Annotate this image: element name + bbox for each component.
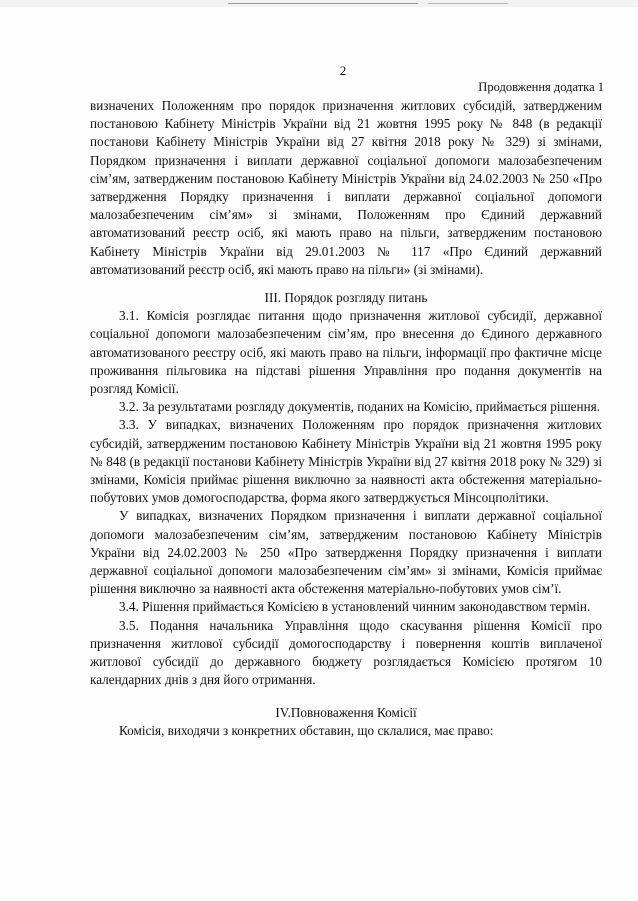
paragraph-3-1: 3.1. Комісія розглядає питання щодо призначення житлової субсидії, державної соціальної допомоги малозабезпеченим сім’ям, про внесення до Єдиного державного автоматизованого реєстру осіб, які мають право на пільги, інформації про фактичне місце проживання пільговика на підставі рішення Управління про подання документів на розгляд Комісії. [90,308,602,397]
paragraph-3-3: 3.3. У випадках, визначених Положенням про порядок призначення житлових субсидій, затвердженим постановою Кабінету Міністрів України від 21 жовтня 1995 року № 848 (в редакції постанови Кабінету Міністрів України від 27 квітня 2018 року № 329) зі змінами, Комісія приймає рішення виключно за наявності акта обстеження матеріально-побутових умов домогосподарства, форма якого затверджується Мінсоцполітики. [90,417,602,506]
scan-edge-line [228,3,418,4]
paragraph-3-5: 3.5. Подання начальника Управління щодо скасування рішення Комісії про призначення житлової субсидії домогосподарству і повернення коштів виплаченої житлової субсидії до державного бюджету розглядається Комісією протягом 10 календарних днів з дня його отримання. [90,617,602,688]
section-heading-3: ІІІ. Порядок розгляду питань [264,290,428,306]
paragraph-3-3-continued: У випадках, визначених Порядком призначення і виплати державної соціальної допомоги малозабезпеченим сім’ям, затвердженим постановою Кабінету Міністрів України від 24.02.2003 № 250 «Про затвердження Порядку призначення і виплати державної соціальної допомоги малозабезпеченим сім’ям» зі змінами, Комісія приймає рішення виключно за наявності акта обстеження матеріально-побутових умов сім’ї. [90,508,602,597]
paragraph-3-4: 3.4. Рішення приймається Комісією в установлений чинним законодавством термін. [119,599,591,615]
intro-paragraph: визначених Положенням про порядок призначення житлових субсидій, затвердженим постановою Кабінету Міністрів України від 21 жовтня 1995 року № 848 (в редакції постанови Кабінету Міністрів України від 27 квітня 2018 року № 329) зі змінами, Порядком призначення і виплати державної соціальної допомоги малозабезпеченим сім’ям, затвердженим постановою Кабінету Міністрів України від 24.02.2003 № 250 «Про затвердження Порядку призначення і виплати державної соціальної допомоги малозабезпеченим сім’ям» зі змінами, Положенням про Єдиний державний автоматизований реєстр осіб, які мають право на пільги, затвердженим постановою Кабінету Міністрів України від 29.01.2003 № 117 «Про Єдиний державний автоматизований реєстр осіб, які мають право на пільги» (зі змінами). [90,98,602,277]
appendix-continuation-note: Продовження додатка 1 [478,80,604,94]
page-number: 2 [339,63,347,78]
paragraph-4-intro: Комісія, виходячи з конкретних обставин, що склалися, має право: [119,722,494,738]
scan-edge-line [428,3,508,4]
document-body [90,97,602,740]
paragraph-3-2: 3.2. За результатами розгляду документів, поданих на Комісію, приймається рішення. [119,399,600,415]
section-heading-4: IV.Повноваження Комісії [275,704,417,720]
